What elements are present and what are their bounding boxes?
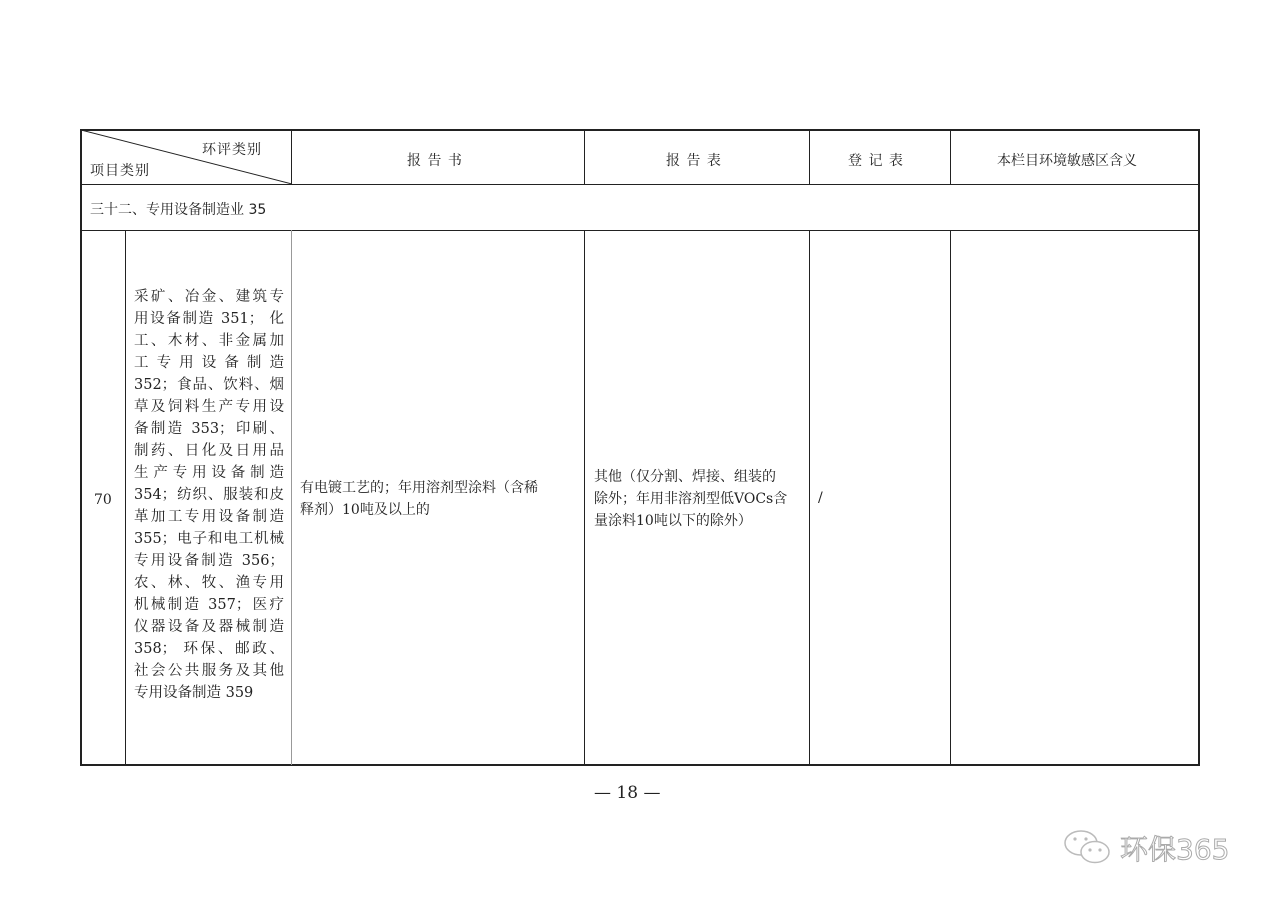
table-border-bottom [80,764,1200,766]
table-border-right [1198,129,1200,766]
col-divider [809,230,810,765]
cell-line: 草及饲料生产专用设 [134,399,284,415]
report-table-cell [594,466,787,532]
cell-line: 生 产 专 用 设 备 制 造 [134,465,284,481]
header-register: 登 记 表 [848,153,904,169]
cell-line: 革加工专用设备制造 [134,509,284,525]
col-divider [291,230,292,765]
cell-line: 其他（仅分割、焊接、组装的 [594,469,776,485]
section-title: 三十二、专用设备制造业 35 [90,202,267,218]
cell-line: 专用设备制造 356； [134,553,284,569]
cell-line: 工、木材、非金属加 [134,333,284,349]
cell-line: 农、林、牧、渔专用 [134,575,284,591]
col-divider [950,130,951,184]
cell-line: 352；食品、饮料、烟 [134,377,284,393]
cell-line: 制药、日化及日用品 [134,443,284,459]
cell-line: 机械制造 357；医疗 [134,597,284,613]
wechat-icon [1062,828,1114,868]
cell-line: 释剂）10吨及以上的 [300,502,430,518]
header-sensitive: 本栏目环境敏感区含义 [997,153,1137,169]
cell-line: 仪器设备及器械制造 [134,619,284,635]
register-cell: / [818,490,823,506]
header-diag-bottom: 项目类别 [90,163,150,179]
col-divider [125,230,126,765]
cell-line: 355；电子和电工机械 [134,531,284,547]
col-divider [950,230,951,765]
cell-line: 量涂料10吨以下的除外） [594,513,752,529]
cell-line: 采矿、冶金、建筑专 [134,289,284,305]
cell-line: 除外；年用非溶剂型低VOCs含 [594,491,788,507]
table-border-left [80,129,82,766]
page-number: — 18 — [594,783,661,803]
project-category-cell [134,286,284,704]
col-divider [809,130,810,184]
watermark [1062,828,1229,868]
cell-line: 354；纺织、服装和皮 [134,487,284,503]
header-diag-top: 环评类别 [202,142,262,158]
watermark-text: 环保365 [1120,833,1230,866]
cell-line: 社会公共服务及其他 [134,663,284,679]
cell-line: 工 专 用 设 备 制 造 [134,355,284,371]
cell-line: 备制造 353；印刷、 [134,421,284,437]
col-divider [584,230,585,765]
cell-line: 专用设备制造 359 [134,685,254,701]
row-number: 70 [94,492,112,508]
cell-line: 用设备制造 351； 化 [134,311,284,327]
report-book-cell [300,477,538,521]
cell-line: 有电镀工艺的；年用溶剂型涂料（含稀 [300,480,538,496]
header-report-table: 报 告 表 [666,153,722,169]
cell-line: 358； 环保、邮政、 [134,641,284,657]
header-report-book: 报 告 书 [407,153,463,169]
col-divider [584,130,585,184]
section-divider [80,230,1200,231]
